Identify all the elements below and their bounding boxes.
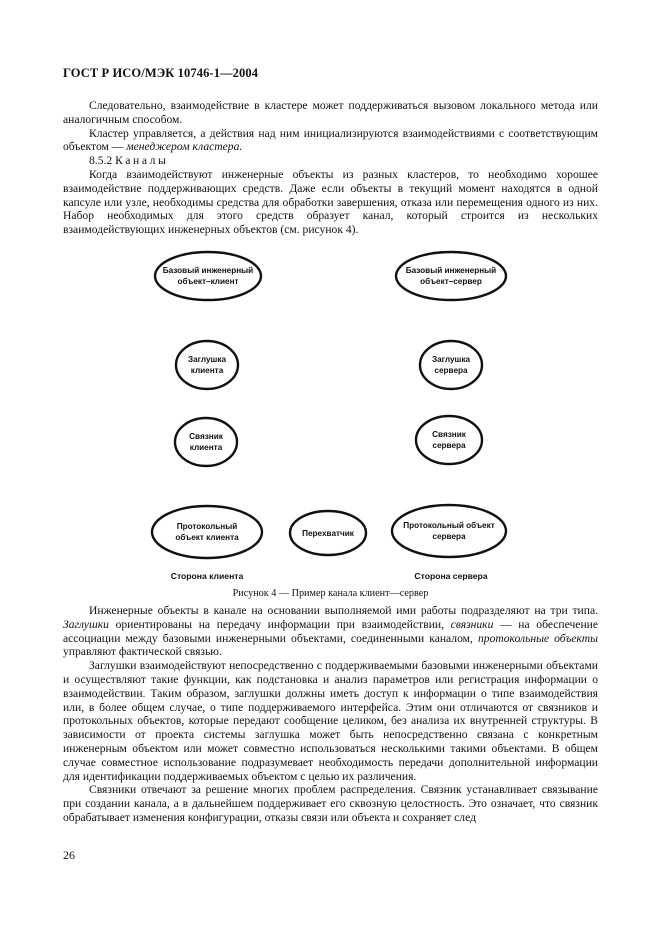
base-client-label-2: объект–клиент [177,277,239,286]
cluster-manager-term: менеджером кластера. [126,140,243,154]
base-server-label-1: Базовый инженерный [405,266,497,275]
body-paragraph-3: Связники отвечают за решение многих проблем распределения. Связник устанавливает связывание при создании канала, а в дальнейшем поддерживает его сквозную целостность. Это означает, что связник обрабатывает изменения конфигурации, отказы связи или объекта и сохраняет след [63,783,598,824]
stub-client-node [176,341,238,389]
binder-server-node [416,416,482,464]
interceptor-label: Перехватчик [302,529,354,538]
body-paragraph-1-part-d: управляют фактической связью. [63,645,222,659]
base-server-label-2: объект–сервер [420,277,482,286]
figure-caption: Рисунок 4 — Пример канала клиент—сервер [232,588,429,599]
intro-paragraph-1: Следовательно, взаимодействие в кластере может поддерживаться вызовом локального метода или аналогичным способом. [63,99,598,126]
body-text [63,604,598,825]
stub-server-node [420,341,482,389]
stub-client-label-2: клиента [190,366,224,375]
stub-server-label-1: Заглушка [431,355,471,364]
section-title: Каналы [115,154,169,168]
protocol-client-label-1: Протокольный [176,522,238,531]
binders-term: связники [450,617,494,631]
binder-server-label-1: Связник [432,430,466,439]
binder-client-label-1: Связник [189,432,223,441]
binder-server-label-2: сервера [432,441,466,450]
base-client-node [155,252,261,300]
body-paragraph-1-part-a: Инженерные объекты в канале на основании выполняемой ими работы подразделяют на три типа. [89,604,598,617]
binder-client-node [175,418,237,466]
protocol-client-node [152,506,262,558]
stubs-term: Заглушки [63,617,109,631]
base-server-node [396,252,506,300]
protocol-server-label-1: Протокольный объект [403,521,495,530]
protocol-client-label-2: объект клиента [175,533,239,542]
section-number: 8.5.2 [89,154,113,168]
body-paragraph-2: Заглушки взаимодействуют непосредственно с поддерживаемыми базовыми инженерными объектами и осуществляют такие функции, как подстановка и анализ параметров или регистрация информации о взаимодействии. Таким образом, заглушки должны иметь доступ к информации о типе взаимодействия или, в более общем случае, о типе поддерживаемого интерфейса. Этим они отличаются от связников и протокольных объектов, которые передают сообщение целиком, без анализа их внутренней структуры. В зависимости от проекта системы заглушка может быть непосредственно связана с конкретным инженерным объектом или может совместно использоваться несколькими такими объектами. В общем случае совместное использование подразумевает необходимость передачи дополнительной информации для идентификации поддерживаемых объектом с целью их различения. [63,659,598,783]
page-number: 26 [63,848,75,862]
intro-paragraph-3: Когда взаимодействуют инженерные объекты из разных кластеров, то необходимо хорошее взаимодействие поддерживающих средств. Даже если объекты в текущий момент находятся в одной капсуле или узле, необходимы средства для обработки завершения, отказа или перемещения одного из них. Набор необходимых для этого средств образует канал, который строится из нескольких взаимодействующих инженерных объектов (см. рисунок 4). [63,167,598,237]
body-paragraph-1 [63,604,598,659]
client-side-label: Сторона клиента [170,571,244,581]
body-paragraph-1-part-c: — на обеспечение ассоциации между базовыми инженерными объектами, соединенными каналом, [63,617,598,645]
server-side-label: Сторона сервера [414,571,488,581]
protocol-objects-term: протокольные объекты [477,631,598,645]
stub-server-label-2: сервера [434,366,468,375]
body-paragraph-1-part-b: ориентированы на передачу информации при взаимодействии, [108,617,451,631]
stub-client-label-1: Заглушка [187,355,227,364]
protocol-server-label-2: сервера [432,532,466,541]
protocol-server-node [392,505,506,557]
binder-client-label-2: клиента [189,443,223,452]
base-client-label-1: Базовый инженерный [162,266,254,275]
document-header: ГОСТ Р ИСО/МЭК 10746-1—2004 [63,66,259,80]
intro-paragraph-2-text: Кластер управляется, а действия над ним инициализируются взаимодействиями с соответствующим объектом — [63,126,598,154]
